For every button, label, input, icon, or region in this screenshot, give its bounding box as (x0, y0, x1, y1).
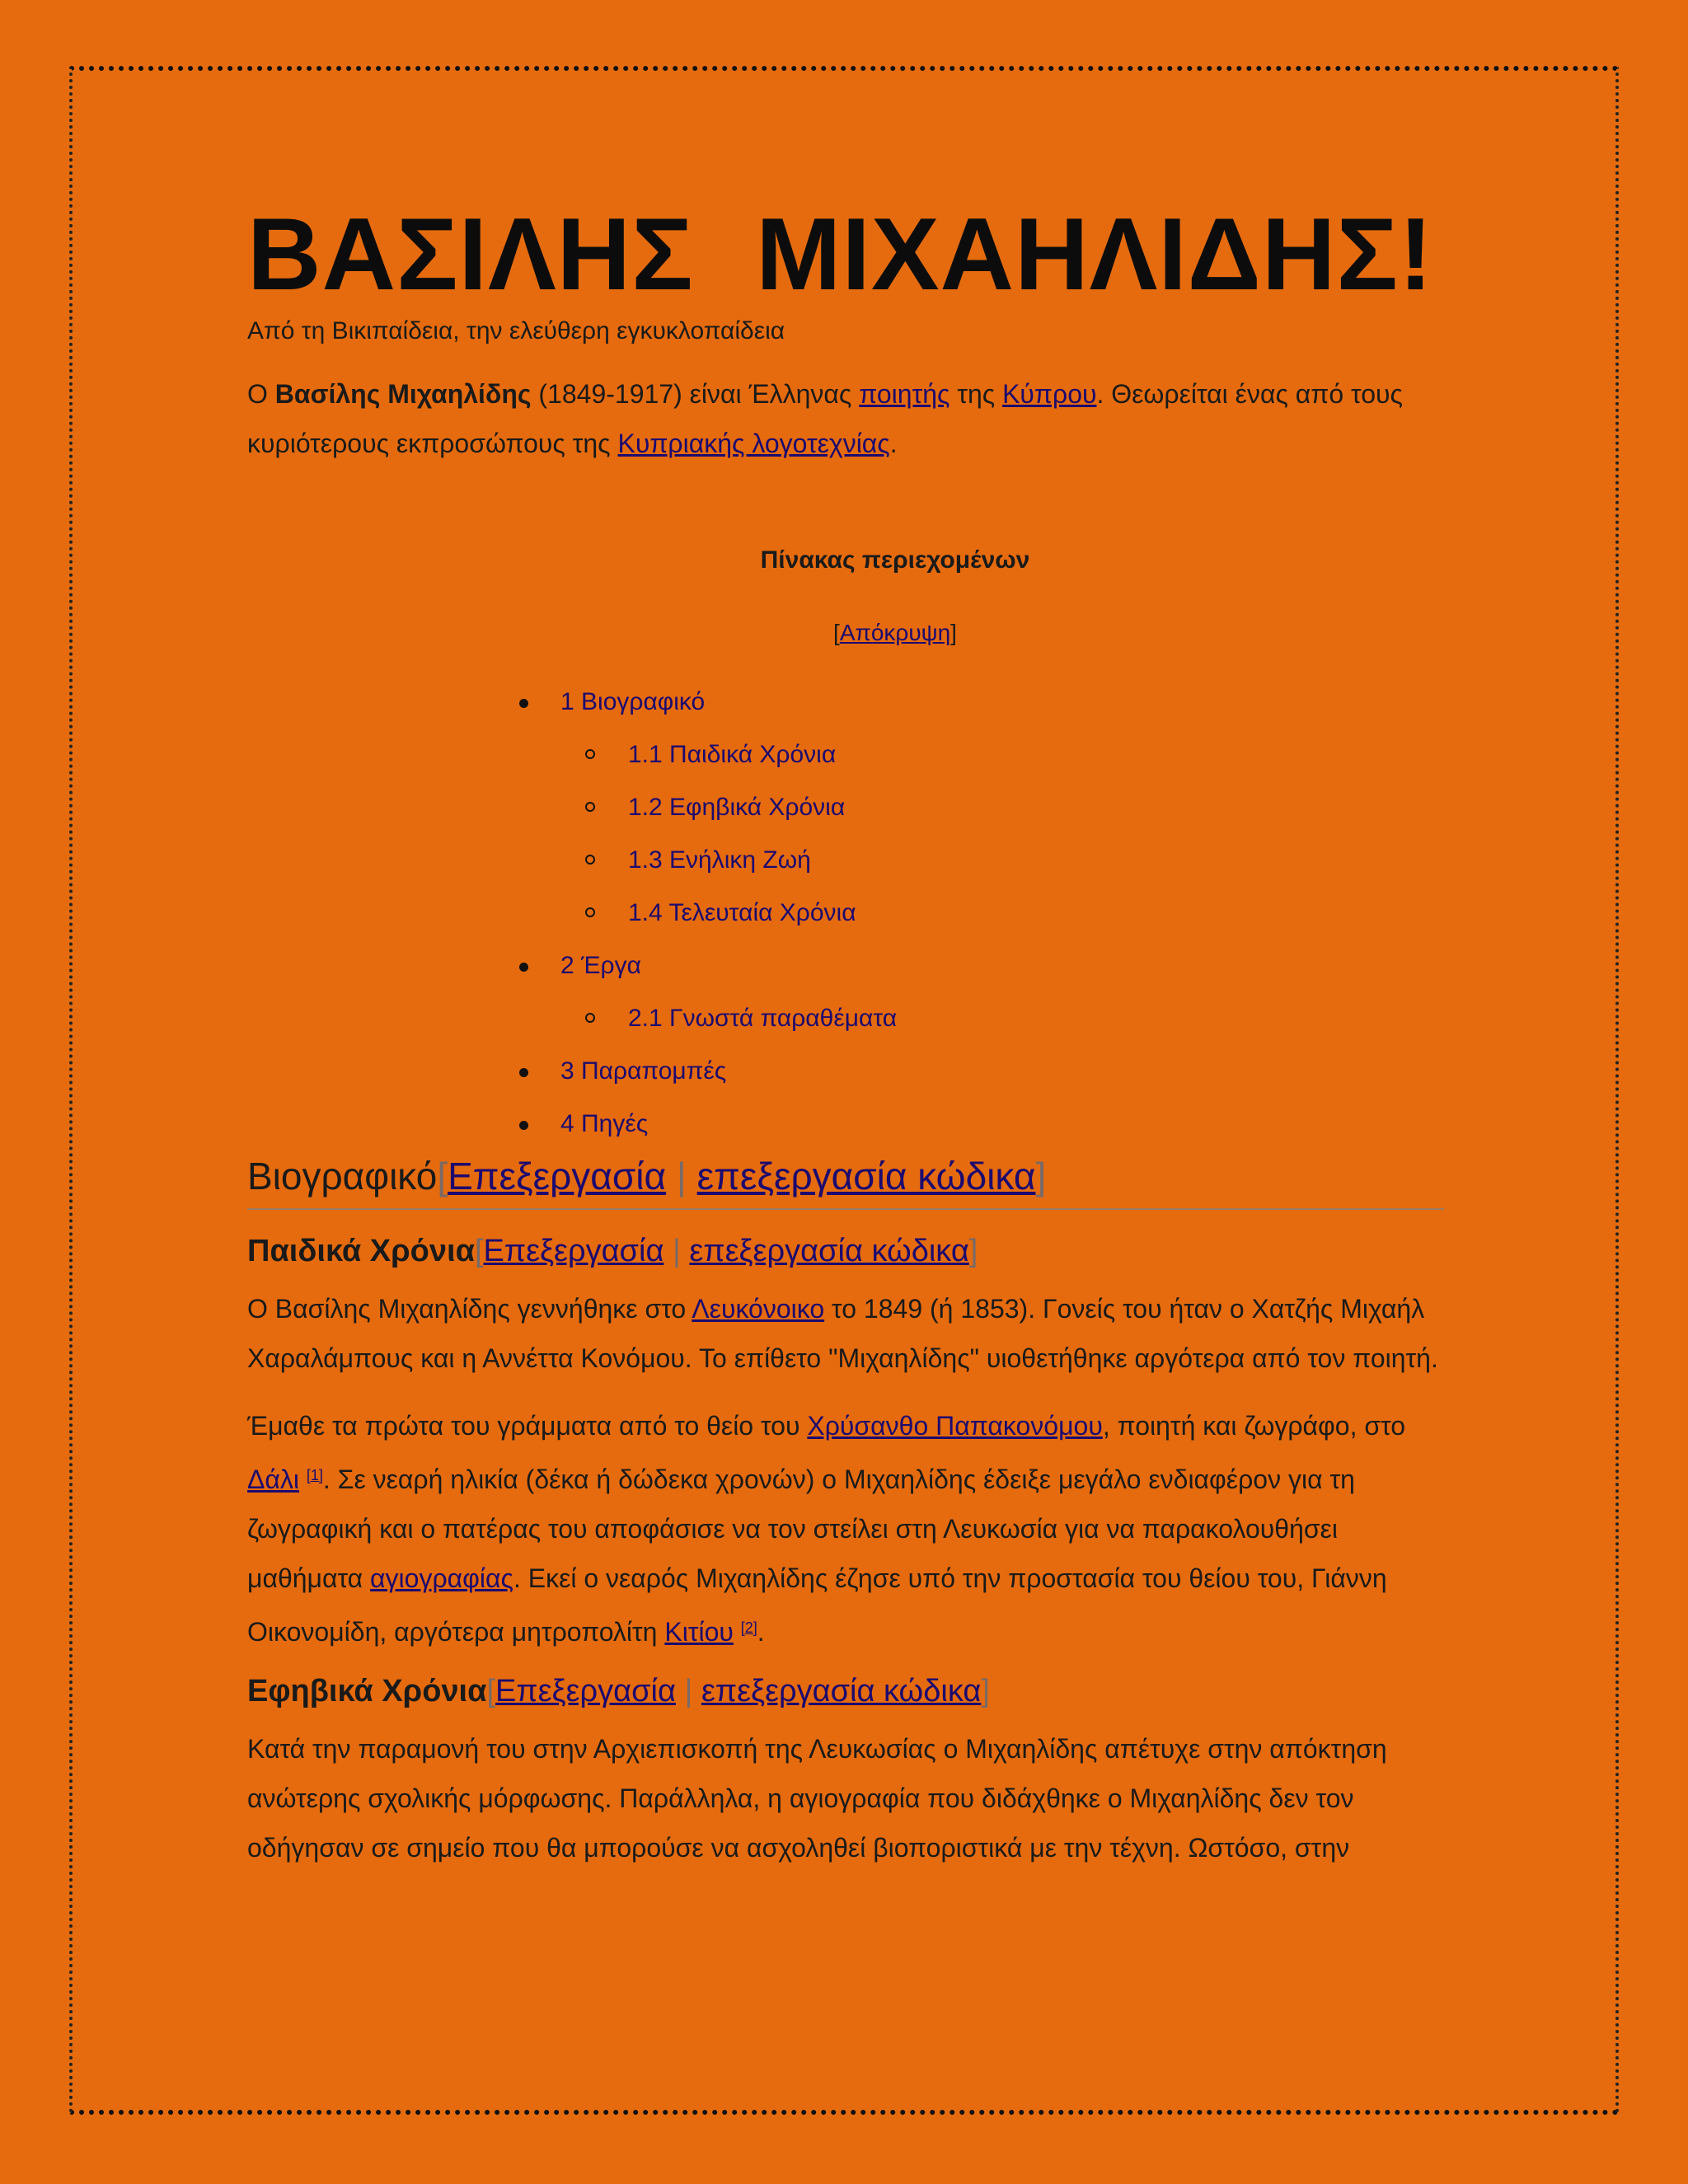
childhood-paragraph-2 (247, 1401, 1444, 1657)
toc-list (247, 686, 1444, 1160)
childhood-paragraph-1 (247, 1284, 1444, 1383)
toc-item[interactable] (560, 897, 1444, 949)
heading-text: Παιδικά Χρόνια (247, 1234, 475, 1268)
reference-link[interactable]: [1] (306, 1467, 323, 1483)
link-poet[interactable]: ποιητής (859, 379, 950, 409)
page-title: ΒΑΣΙΛΗΣ ΜΙΧΑΗΛΙΔΗΣ! (247, 198, 1434, 312)
edit-bracket: ] (968, 1234, 978, 1268)
toc-item-label[interactable]: 3 Παραπομπές (560, 1057, 727, 1085)
toc-item[interactable] (560, 844, 1444, 897)
paragraph-text: . Εκεί ο νεαρός Μιχαηλίδης έζησε υπό την προστασία του θείου του, Γιάννη Οικονομίδη, αργότερα μητροπολίτη (247, 1563, 1387, 1647)
toc-item-label[interactable]: 1.4 Τελευταία Χρόνια (628, 899, 856, 926)
toc-item-label[interactable]: 1.3 Ενήλικη Ζωή (628, 846, 811, 874)
edit-source-link[interactable]: επεξεργασία κώδικα (701, 1674, 982, 1708)
toc-item-label[interactable]: 2 Έργα (560, 952, 641, 979)
subject-name: Βασίλης Μιχαηλίδης (274, 379, 532, 409)
link-chrysanthos[interactable]: Χρύσανθο Παπακονόμου (807, 1411, 1103, 1441)
toc-item[interactable] (560, 738, 1444, 791)
edit-links (486, 1674, 989, 1708)
section-heading-childhood (247, 1230, 1444, 1272)
edit-links (475, 1234, 978, 1268)
section-heading-teen-years (247, 1670, 1444, 1713)
edit-separator: | (675, 1674, 701, 1708)
teen-paragraph-1: Κατά την παραμονή του στην Αρχιεπισκοπή της Λευκωσίας ο Μιχαηλίδης απέτυχε στην απόκτηση ανώτερης σχολικής μόρφωσης. Παράλληλα, η αγιογραφία που διδάχθηκε ο Μιχαηλίδης δεν τον οδήγησαν σε σημείο που θα μπορούσε να ασχοληθεί βιοποριστικά με την τέχνη. Ωστόσο, στην (247, 1734, 1387, 1863)
edit-link[interactable]: Επεξεργασία (483, 1234, 664, 1268)
link-cypriot-literature[interactable]: Κυπριακής λογοτεχνίας (617, 429, 890, 458)
edit-link[interactable]: Επεξεργασία (495, 1674, 676, 1708)
circle-bullet-icon (585, 802, 595, 812)
page-subtitle: Από τη Βικιπαίδεια, την ελεύθερη εγκυκλοπαίδεια (247, 317, 785, 344)
paragraph-text: , ποιητή και ζωγράφο, στο (1102, 1411, 1406, 1441)
toc-item-label[interactable]: 2.1 Γνωστά παραθέματα (628, 1005, 898, 1032)
paragraph-text: Έμαθε τα πρώτα του γράμματα από το θείο του (247, 1411, 808, 1441)
edit-separator: | (663, 1234, 690, 1268)
paragraph-text: το 1849 (ή 1853). Γονείς του ήταν ο Χατζής Μιχαήλ Χαραλάμπους και η Αννέττα Κονόμου. Το επίθετο "Μιχαηλίδης" υιοθετήθηκε αργότερα από τον ποιητή. (247, 1294, 1438, 1373)
toc-item[interactable] (560, 686, 1444, 738)
bullet-icon (519, 1068, 528, 1077)
paragraph-text: . Σε νεαρή ηλικία (δέκα ή δώδεκα χρονών) ο Μιχαηλίδης έδειξε μεγάλο ενδιαφέρον για τη ζωγραφική και ο πατέρας του αποφάσισε να τον στείλει στη Λευκωσία για να παρακολουθήσει μαθήματα (247, 1465, 1355, 1593)
edit-separator: | (666, 1155, 697, 1197)
link-lefkoniko[interactable]: Λευκόνοικο (692, 1294, 825, 1324)
intro-text: . Θεωρείται ένας από τους κυριότερους εκπροσώπους της (247, 379, 1403, 458)
heading-text: Βιογραφικό (247, 1155, 438, 1197)
toc-item[interactable] (560, 1055, 1444, 1108)
toc-item-label[interactable]: 1 Βιογραφικό (560, 688, 706, 715)
circle-bullet-icon (585, 855, 595, 865)
table-of-contents (247, 544, 1444, 1160)
edit-source-link[interactable]: επεξεργασία κώδικα (689, 1234, 969, 1268)
intro-text: της (950, 379, 1003, 409)
link-dali[interactable]: Δάλι (247, 1465, 299, 1494)
bullet-icon (519, 963, 528, 972)
edit-bracket: [ (474, 1234, 484, 1268)
circle-bullet-icon (585, 907, 595, 917)
link-kition[interactable]: Κιτίου (664, 1617, 734, 1647)
edit-bracket: [ (437, 1155, 448, 1197)
bullet-icon (519, 1121, 528, 1130)
article (247, 198, 1444, 1872)
intro-paragraph (247, 369, 1444, 468)
edit-link[interactable]: Επεξεργασία (448, 1155, 667, 1197)
edit-links (437, 1155, 1046, 1197)
heading-text: Εφηβικά Χρόνια (247, 1674, 487, 1708)
toc-item-label[interactable]: 1.2 Εφηβικά Χρόνια (628, 794, 846, 821)
toc-hide-link[interactable]: Απόκρυψη (839, 620, 951, 645)
intro-text: . (889, 429, 898, 458)
reference-link[interactable]: [2] (740, 1619, 757, 1636)
intro-text: Ο (247, 379, 275, 409)
toc-item[interactable] (560, 791, 1444, 844)
toc-item[interactable] (560, 949, 1444, 1002)
link-iconography[interactable]: αγιογραφίας (370, 1563, 513, 1593)
link-cyprus[interactable]: Κύπρου (1002, 379, 1097, 409)
toc-toggle (247, 616, 1444, 649)
circle-bullet-icon (585, 749, 595, 759)
toc-item-label[interactable]: 1.1 Παιδικά Χρόνια (628, 741, 837, 768)
edit-bracket: ] (981, 1674, 990, 1708)
bullet-icon (519, 699, 528, 708)
toc-title: Πίνακας περιεχομένων (760, 546, 1030, 574)
toc-bracket: [ (833, 620, 840, 645)
edit-bracket: ] (1035, 1155, 1047, 1197)
paragraph-text: . (757, 1617, 765, 1647)
circle-bullet-icon (585, 1013, 595, 1023)
edit-source-link[interactable]: επεξεργασία κώδικα (696, 1155, 1036, 1197)
edit-bracket: [ (486, 1674, 496, 1708)
toc-item[interactable] (560, 1002, 1444, 1055)
toc-item-label[interactable]: 4 Πηγές (560, 1110, 649, 1137)
toc-bracket: ] (950, 620, 957, 645)
intro-text: (1849-1917) είναι Έλληνας (531, 379, 860, 409)
paragraph-text: Ο Βασίλης Μιχαηλίδης γεννήθηκε στο (247, 1294, 692, 1324)
toc-item[interactable] (560, 1108, 1444, 1160)
